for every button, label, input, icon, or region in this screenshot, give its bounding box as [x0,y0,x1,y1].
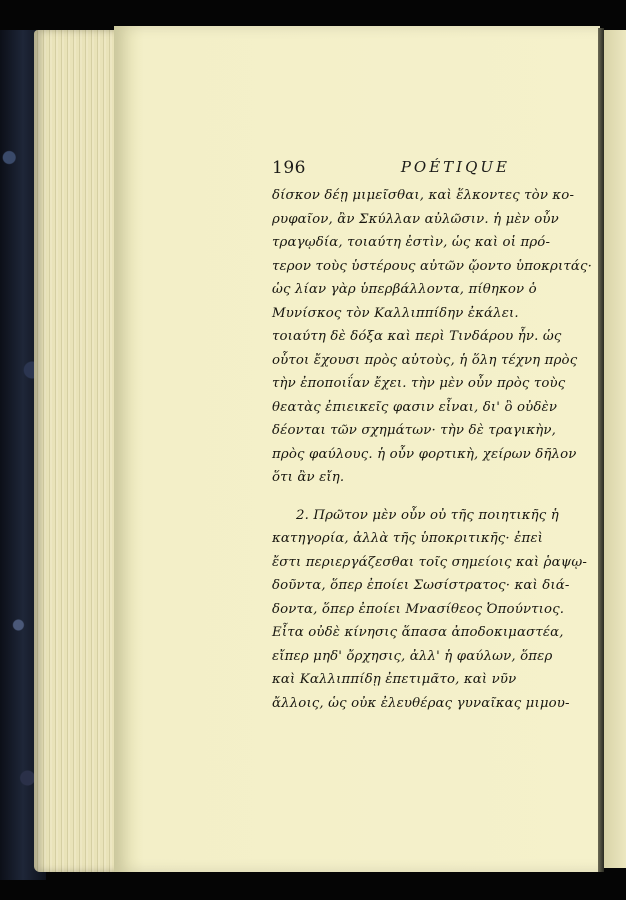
text-line: ρυφαῖον, ἂν Σκύλλαν αὐλῶσιν. ἡ μὲν οὖν [272,211,559,227]
text-line: πρὸς φαύλους. ἡ οὖν φορτικὴ, χείρων δῆλον [272,446,577,462]
page-edges [34,30,120,872]
text-line: ἔστι περιεργάζεσθαι τοῖς σημείοις καὶ ῥαψῳ- [272,554,587,570]
text-line: καὶ Καλλιππίδῃ ἐπετιμᾶτο, καὶ νῦν [272,672,517,687]
text-line: κατηγορία, ἀλλὰ τῆς ὑποκριτικῆς· ἐπεὶ [272,531,543,546]
text-line: Εἶτα οὐδὲ κίνησις ἅπασα ἀποδοκιμαστέα, [272,625,564,640]
text-line: εἴπερ μηδ' ὄρχησις, ἀλλ' ἡ φαύλων, ὅπερ [272,648,553,664]
page-text [272,184,592,715]
facing-page-edge [604,30,626,868]
text-line: τερον τοὺς ὑστέρους αὐτῶν ᾤοντο ὑποκριτάς· [272,258,592,274]
text-line: ὡς λίαν γὰρ ὑπερβάλλοντα, πίθηκον ὁ [272,282,537,297]
text-line: τραγῳδία, τοιαύτη ἐστὶν, ὡς καὶ οἱ πρό- [272,235,551,250]
text-line: δοῦντα, ὅπερ ἐποίει Σωσίστρατος· καὶ διά- [272,578,570,593]
text-line: Μυνίσκος τὸν Καλλιππίδην ἐκάλει. [272,305,519,321]
page-number: 196 [272,158,306,178]
text-line: δίσκον δέῃ μιμεῖσθαι, καὶ ἕλκοντες τὸν κο- [272,188,575,203]
text-line: θεατὰς ἐπιεικεῖς φασιν εἶναι, δι' ὃ οὐδὲν [272,399,558,415]
text-line: τοιαύτη δὲ δόξα καὶ περὶ Τινδάρου ἦν. ὡς [272,329,562,344]
text-line: δοντα, ὅπερ ἐποίει Μνασίθεος Ὀπούντιος. [272,601,565,617]
paragraph-1 [272,184,592,490]
text-line: δέονται τῶν σχημάτων· τὴν δὲ τραγικὴν, [272,423,556,438]
running-head [272,158,510,182]
text-line: τὴν ἐποποιΐαν ἔχει. τὴν μὲν οὖν πρὸς τοὺς [272,376,566,391]
running-title: POÉTIQUE [400,158,510,176]
text-line: 2. Πρῶτον μὲν οὖν οὐ τῆς ποιητικῆς ἡ [296,507,559,523]
text-line: ὅτι ἂν εἴη. [272,470,345,485]
text-line: οὗτοι ἔχουσι πρὸς αὐτοὺς, ἡ ὅλη τέχνη πρὸς [272,352,578,368]
text-line: ἄλλοις, ὡς οὐκ ἐλευθέρας γυναῖκας μιμου- [272,695,570,711]
paragraph-gap [272,490,530,504]
paragraph-2 [272,504,587,716]
